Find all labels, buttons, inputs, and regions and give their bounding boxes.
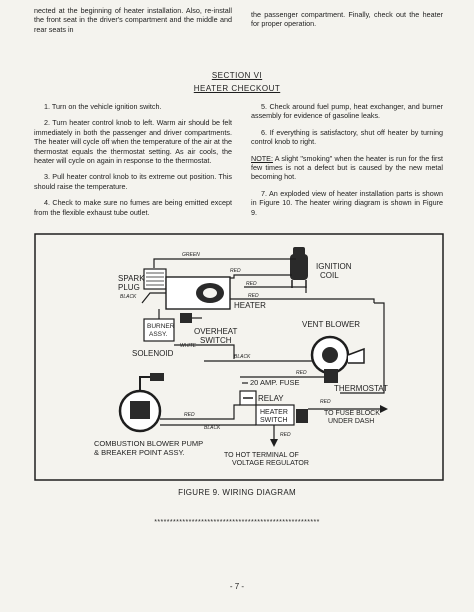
- green-wire: [154, 259, 296, 268]
- red-wire-label-1: RED: [230, 268, 241, 274]
- black-wire-label-2: BLACK: [234, 354, 251, 360]
- fuse-label: 20 AMP. FUSE: [250, 378, 300, 387]
- red-wire-label-4: RED: [296, 370, 307, 376]
- combustion-label-2: & BREAKER POINT ASSY.: [94, 448, 185, 457]
- black-wire-label-3: BLACK: [204, 425, 221, 431]
- spark-label: SPARK: [118, 274, 145, 283]
- heater-switch-label-2: SWITCH: [260, 417, 288, 424]
- note-text: A slight "smoking" when the heater is run for the first few times is not a defect but is caused by the new metal becoming hot.: [251, 153, 443, 182]
- switch-label: SWITCH: [200, 336, 232, 345]
- combustion-label-1: COMBUSTION BLOWER PUMP: [94, 439, 204, 448]
- top-left-column: [34, 6, 232, 41]
- step-5: 5. Check around fuel pump, heat exchanger, and burner assembly for evidence of gasoline leaks.: [251, 102, 443, 121]
- vent-blower-icon: [312, 337, 364, 373]
- red-wire-label-5: RED: [320, 399, 331, 405]
- vent-blower-label: VENT BLOWER: [302, 320, 361, 329]
- step-2: 2. Turn heater control knob to left. Warm air should be felt immediately in both the passenger and driver compartments. The heater will cycle off when the temperature of the air at the thermostat equals the thermostat setting. As air cools, the heater will cycle on again in response to the thermostat.: [34, 118, 232, 166]
- green-wire-label: GREEN: [182, 252, 200, 258]
- top-right-column: [251, 10, 443, 36]
- voltage-label-2: VOLTAGE REGULATOR: [232, 460, 309, 467]
- ignition-label: IGNITION: [316, 262, 352, 271]
- combustion-blower-pump-icon: [120, 373, 164, 431]
- plug-label: PLUG: [118, 283, 140, 292]
- page-number: - 7 -: [229, 582, 245, 591]
- carryover-paragraph-right: the passenger compartment. Finally, check out the heater for proper operation.: [251, 10, 443, 29]
- carryover-paragraph: nected at the beginning of heater installation. Also, re-install the front seat in the driver's compartment and the middle and rear seats in: [34, 6, 232, 34]
- heater-label: HEATER: [234, 301, 266, 310]
- fuse-block-arrow-icon: [380, 405, 388, 413]
- red-wire-label-6: RED: [184, 412, 195, 418]
- step-1: 1. Turn on the vehicle ignition switch.: [44, 102, 162, 111]
- assy-label: ASSY.: [149, 331, 168, 338]
- overheat-switch-icon: [180, 313, 202, 323]
- note-paragraph: [251, 154, 443, 182]
- solenoid-label: SOLENOID: [132, 349, 174, 358]
- ignition-coil-icon: [290, 247, 308, 288]
- step-7: 7. An exploded view of heater installation parts is shown in Figure 10. The heater wiring diagram is shown in Figure 9.: [251, 188, 443, 217]
- overheat-label: OVERHEAT: [194, 327, 238, 336]
- relay-label: RELAY: [258, 394, 284, 403]
- checkout-left-column: [34, 102, 232, 224]
- wiring-diagram: [34, 233, 444, 481]
- section-title: SECTION VI: [211, 71, 263, 80]
- burner-label: BURNER: [147, 323, 175, 330]
- section-subtitle: HEATER CHECKOUT: [193, 84, 281, 93]
- checkout-right-column: [251, 102, 443, 224]
- separator-stars: *****************************************************: [154, 519, 320, 526]
- fuse-block-label-2: UNDER DASH: [328, 418, 375, 425]
- black-wire-label-1: BLACK: [120, 294, 137, 300]
- voltage-label-1: TO HOT TERMINAL OF: [224, 452, 299, 459]
- regulator-arrow-icon: [270, 439, 278, 447]
- step-4: 4. Check to make sure no fumes are being emitted except from the flexible exhaust tube outlet.: [34, 198, 232, 217]
- figure-caption: FIGURE 9. WIRING DIAGRAM: [178, 488, 296, 497]
- red-wire-label-7: RED: [280, 432, 291, 438]
- relay-icon: [240, 391, 256, 405]
- red-wire-label-2: RED: [246, 281, 257, 287]
- heater-switch-label-1: HEATER: [260, 409, 288, 416]
- note-label: NOTE:: [251, 153, 273, 163]
- pump-red-wire: [160, 405, 240, 419]
- step-3: 3. Pull heater control knob to its extreme out position. This should raise the temperature.: [34, 172, 232, 191]
- fuse-block-label-1: TO FUSE BLOCK: [324, 410, 380, 417]
- thermostat-icon: [324, 369, 338, 383]
- coil-label: COIL: [320, 271, 339, 280]
- white-wire-label: WHITE: [180, 343, 197, 349]
- step-6: 6. If everything is satisfactory, shut off heater by turning control knob to right.: [251, 127, 443, 147]
- red-wire-label-3: RED: [248, 293, 259, 299]
- spark-plug-icon: [144, 269, 166, 289]
- thermostat-label: THERMOSTAT: [334, 384, 388, 393]
